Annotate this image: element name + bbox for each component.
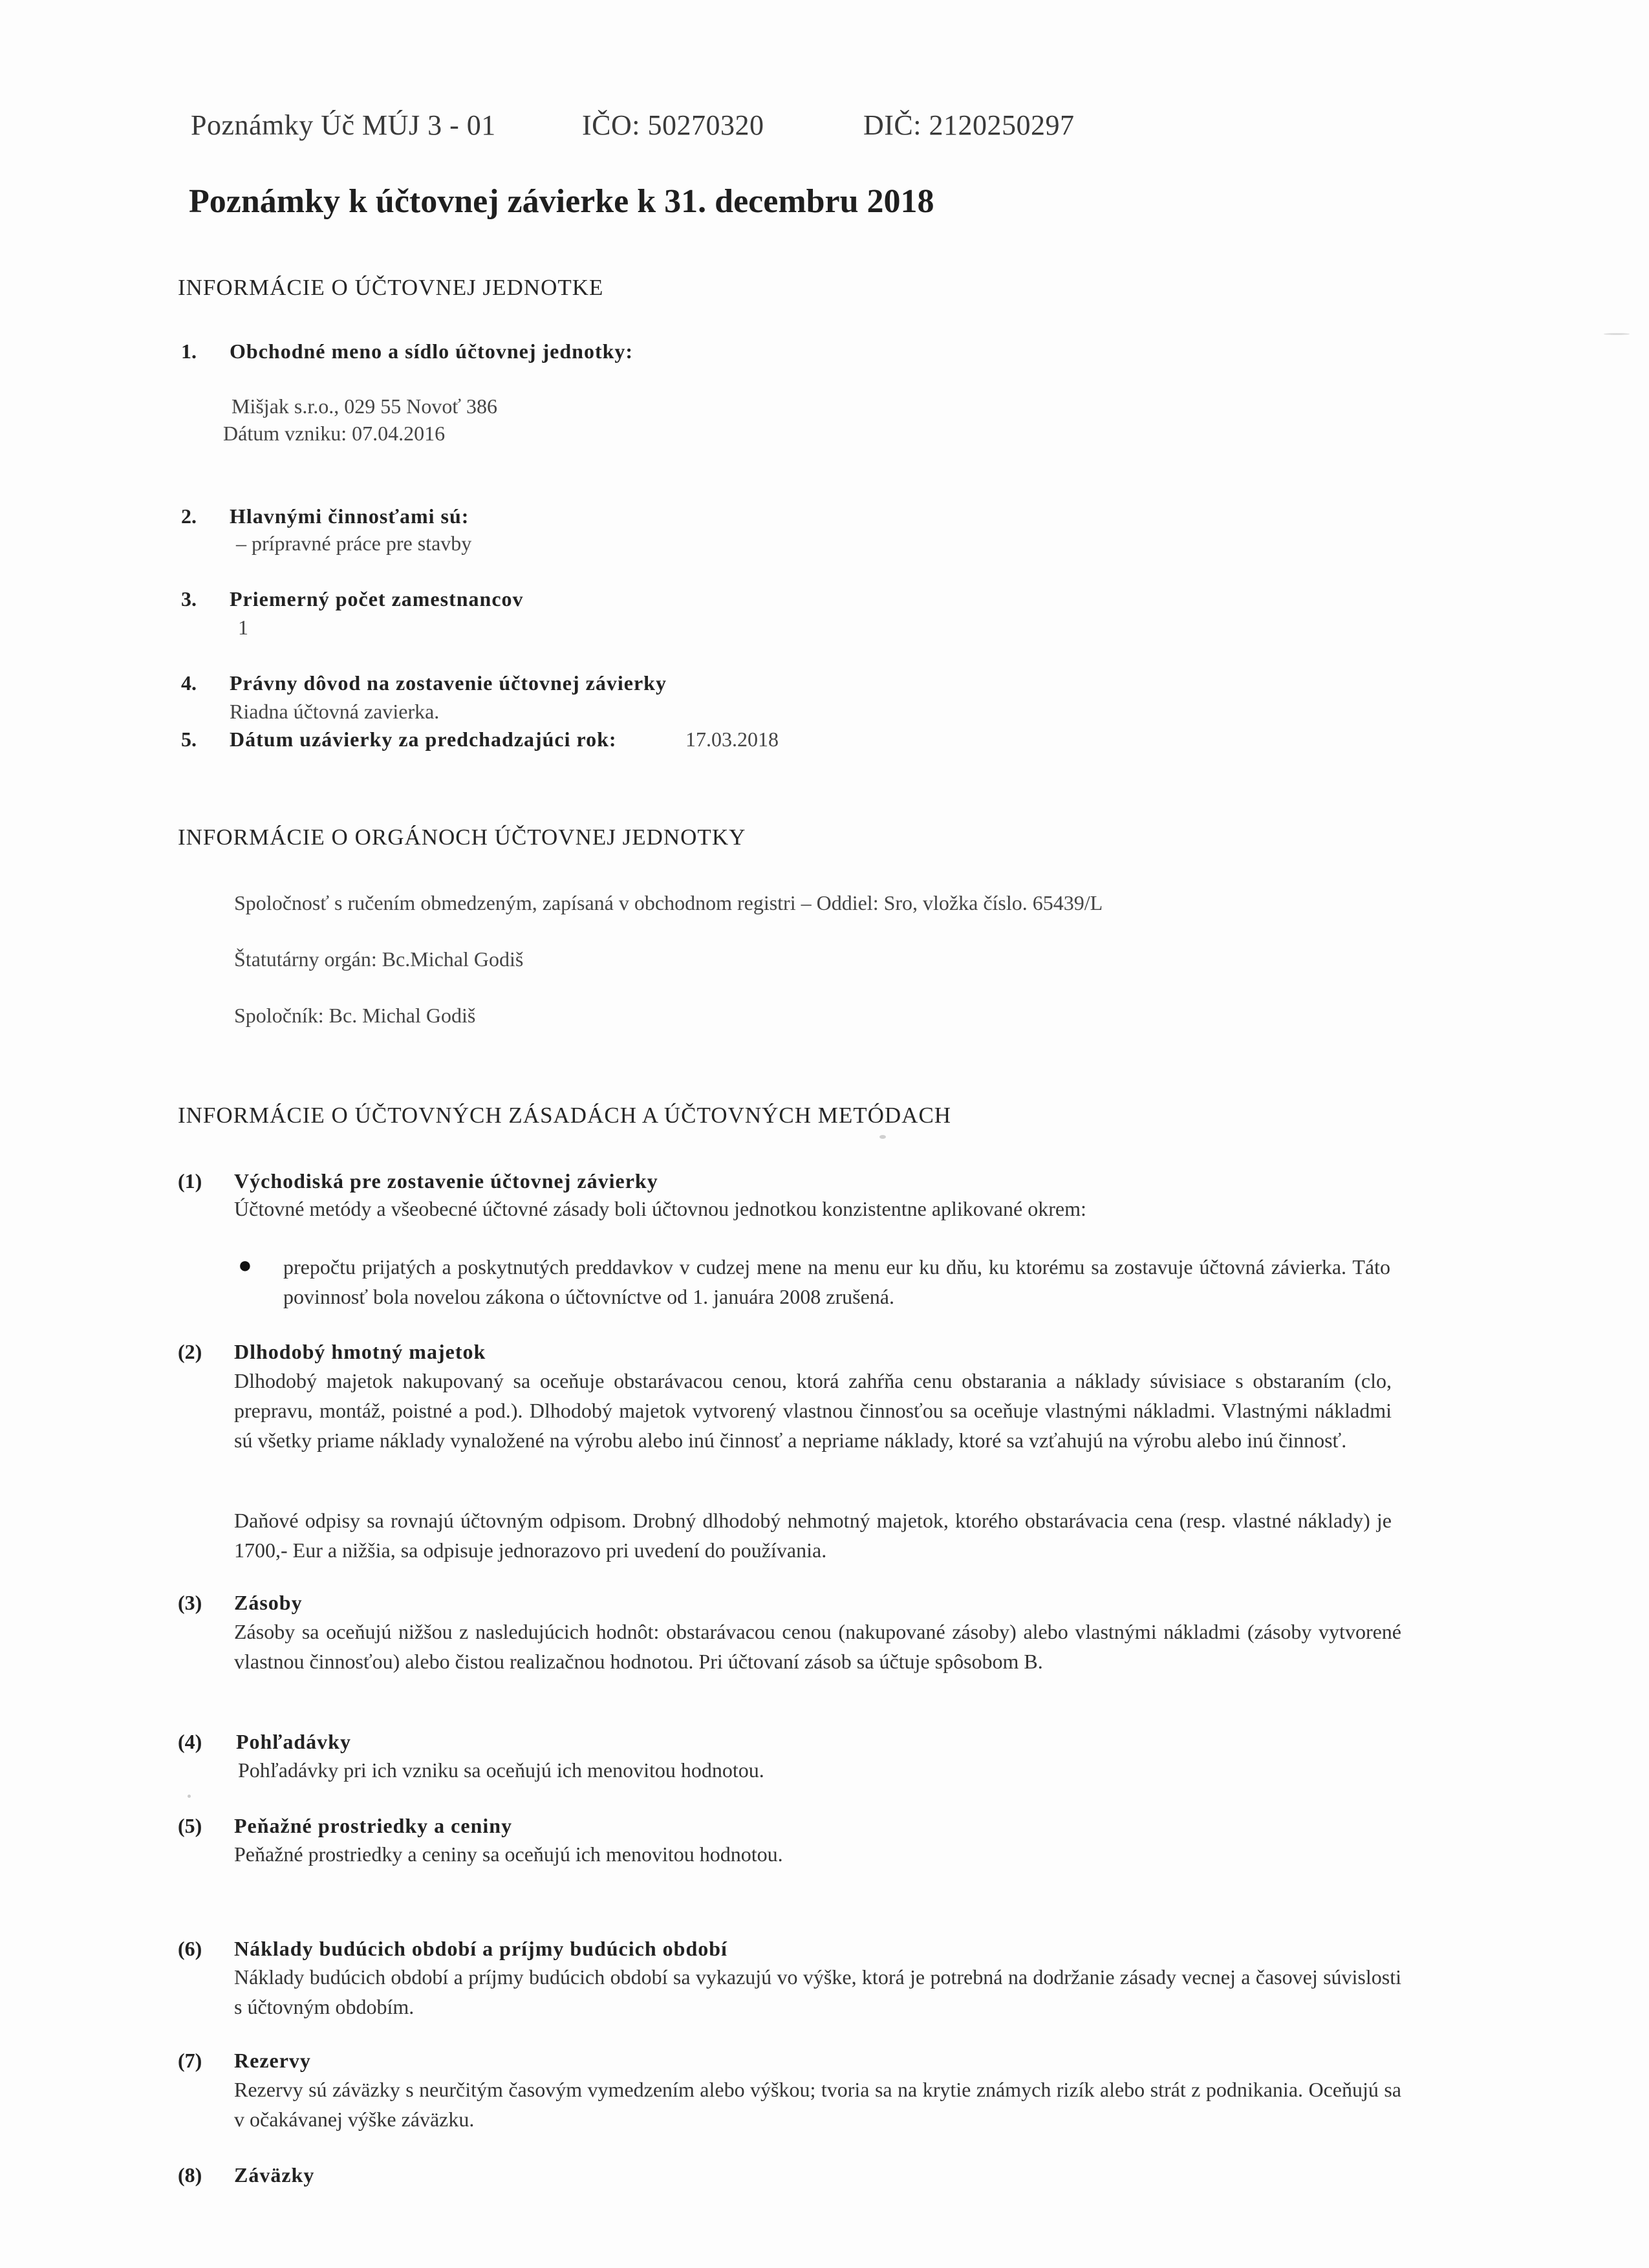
item-label: Zásoby xyxy=(234,1591,303,1614)
item-number: (8) xyxy=(178,2163,202,2187)
registration-info: Spoločnosť s ručením obmedzeným, zapísaná v obchodnom registri – Oddiel: Sro, vložka číslo. 65439/L xyxy=(234,891,1103,914)
item-number: (5) xyxy=(178,1814,202,1837)
item-number: 4. xyxy=(181,671,197,695)
partner: Spoločník: Bc. Michal Godiš xyxy=(234,1004,476,1027)
main-activity: – prípravné práce pre stavby xyxy=(236,532,472,555)
founding-date: Dátum vzniku: 07.04.2016 xyxy=(223,422,446,445)
scan-speck xyxy=(420,1413,423,1416)
item-label: Náklady budúcich období a príjmy budúcich období xyxy=(234,1937,727,1960)
scan-speck xyxy=(1604,333,1630,335)
statutory-body: Štatutárny orgán: Bc.Michal Godiš xyxy=(234,947,524,971)
section-heading-bodies: INFORMÁCIE O ORGÁNOCH ÚČTOVNEJ JEDNOTKY xyxy=(178,825,746,850)
bullet-icon: ● xyxy=(238,1252,252,1278)
item-text: Dlhodobý majetok nakupovaný sa oceňuje obstarávacou cenou, ktorá zahŕňa cenu obstarania a náklady súvisiace s obstaraním (clo, prepravu, montáž, poistné a pod.). Dlhodobý majetok vytvorený vlastnou činnosťou sa oceňuje vlastnými nákladmi. Vlastnými nákladmi sú všetky priame náklady vynaložené na výrobu alebo inú činnosť a nepriame náklady, ktoré sa vzťahujú na výrobu alebo inú činnosť. xyxy=(234,1369,1392,1452)
item-label: Dlhodobý hmotný majetok xyxy=(234,1340,486,1363)
item-label: Záväzky xyxy=(234,2163,315,2187)
item-text: Pohľadávky pri ich vzniku sa oceňujú ich menovitou hodnotou. xyxy=(238,1758,764,1782)
item-number: 1. xyxy=(181,340,197,363)
item-label: Hlavnými činnosťami sú: xyxy=(230,504,469,528)
dic-number: DIČ: 2120250297 xyxy=(863,109,1075,141)
employee-count: 1 xyxy=(238,616,248,639)
item-label: Rezervy xyxy=(234,2049,311,2072)
item-number: (4) xyxy=(178,1730,202,1753)
item-label: Právny dôvod na zostavenie účtovnej závierky xyxy=(230,671,667,695)
item-number: (6) xyxy=(178,1937,202,1960)
item-label: Pohľadávky xyxy=(236,1730,351,1753)
doc-code: Poznámky Úč MÚJ 3 - 01 xyxy=(191,109,496,141)
item-label: Peňažné prostriedky a ceniny xyxy=(234,1814,513,1837)
item-number: 3. xyxy=(181,587,197,610)
item-label: Obchodné meno a sídlo účtovnej jednotky: xyxy=(230,340,634,363)
item-label: Východiská pre zostavenie účtovnej závierky xyxy=(234,1169,658,1193)
item-text: Peňažné prostriedky a ceniny sa oceňujú ich menovitou hodnotou. xyxy=(234,1842,783,1866)
previous-closing-date: 17.03.2018 xyxy=(685,728,779,751)
item-text: Účtovné metódy a všeobecné účtovné zásady boli účtovnou jednotkou konzistentne aplikované okrem: xyxy=(234,1197,1086,1220)
section-heading-entity: INFORMÁCIE O ÚČTOVNEJ JEDNOTKE xyxy=(178,275,604,300)
item-number: (3) xyxy=(178,1591,202,1614)
page-title: Poznámky k účtovnej závierke k 31. decembru 2018 xyxy=(189,183,934,220)
section-heading-policies: INFORMÁCIE O ÚČTOVNÝCH ZÁSADÁCH A ÚČTOVNÝCH METÓDACH xyxy=(178,1103,952,1128)
legal-reason: Riadna účtovná zavierka. xyxy=(230,700,440,723)
item-number: 5. xyxy=(181,728,197,751)
item-label: Dátum uzávierky za predchadzajúci rok: xyxy=(230,728,617,751)
bullet-text: prepočtu prijatých a poskytnutých preddavkov v cudzej mene na menu eur ku dňu, ku ktorému sa zostavuje účtovná závierka. Táto povinnosť bola novelou zákona o účtovníctve od 1. januára 2008 zrušená. xyxy=(283,1255,1390,1308)
company-name-address: Mišjak s.r.o., 029 55 Novoť 386 xyxy=(232,394,498,418)
ico-number: IČO: 50270320 xyxy=(582,109,764,141)
item-label: Priemerný počet zamestnancov xyxy=(230,587,524,610)
item-text-secondary: Daňové odpisy sa rovnajú účtovným odpisom. Drobný dlhodobý nehmotný majetok, ktorého obstarávacia cena (resp. vlastné náklady) je 1700,- Eur a nižšia, sa odpisuje jednorazovo pri uvedení do používania. xyxy=(234,1509,1392,1562)
scan-speck xyxy=(879,1135,886,1139)
scan-speck xyxy=(188,1795,191,1798)
item-text: Zásoby sa oceňujú nižšou z nasledujúcich hodnôt: obstarávacou cenou (nakupované zásoby) alebo vlastnými nákladmi (zásoby vytvorené vlastnou činnosťou) alebo čistou realizačnou hodnotou. Pri účtovaní zásob sa účtuje spôsobom B. xyxy=(234,1620,1401,1673)
item-number: (1) xyxy=(178,1169,202,1193)
item-text: Rezervy sú záväzky s neurčitým časovým vymedzením alebo výškou; tvoria sa na krytie známych rizík alebo strát z podnikania. Oceňujú sa v očakávanej výške záväzku. xyxy=(234,2078,1401,2131)
item-number: 2. xyxy=(181,504,197,528)
item-number: (2) xyxy=(178,1340,202,1363)
item-text: Náklady budúcich období a príjmy budúcich období sa vykazujú vo výške, ktorá je potrebná na dodržanie zásady vecnej a časovej súvislosti s účtovným obdobím. xyxy=(234,1965,1401,2018)
item-number: (7) xyxy=(178,2049,202,2072)
